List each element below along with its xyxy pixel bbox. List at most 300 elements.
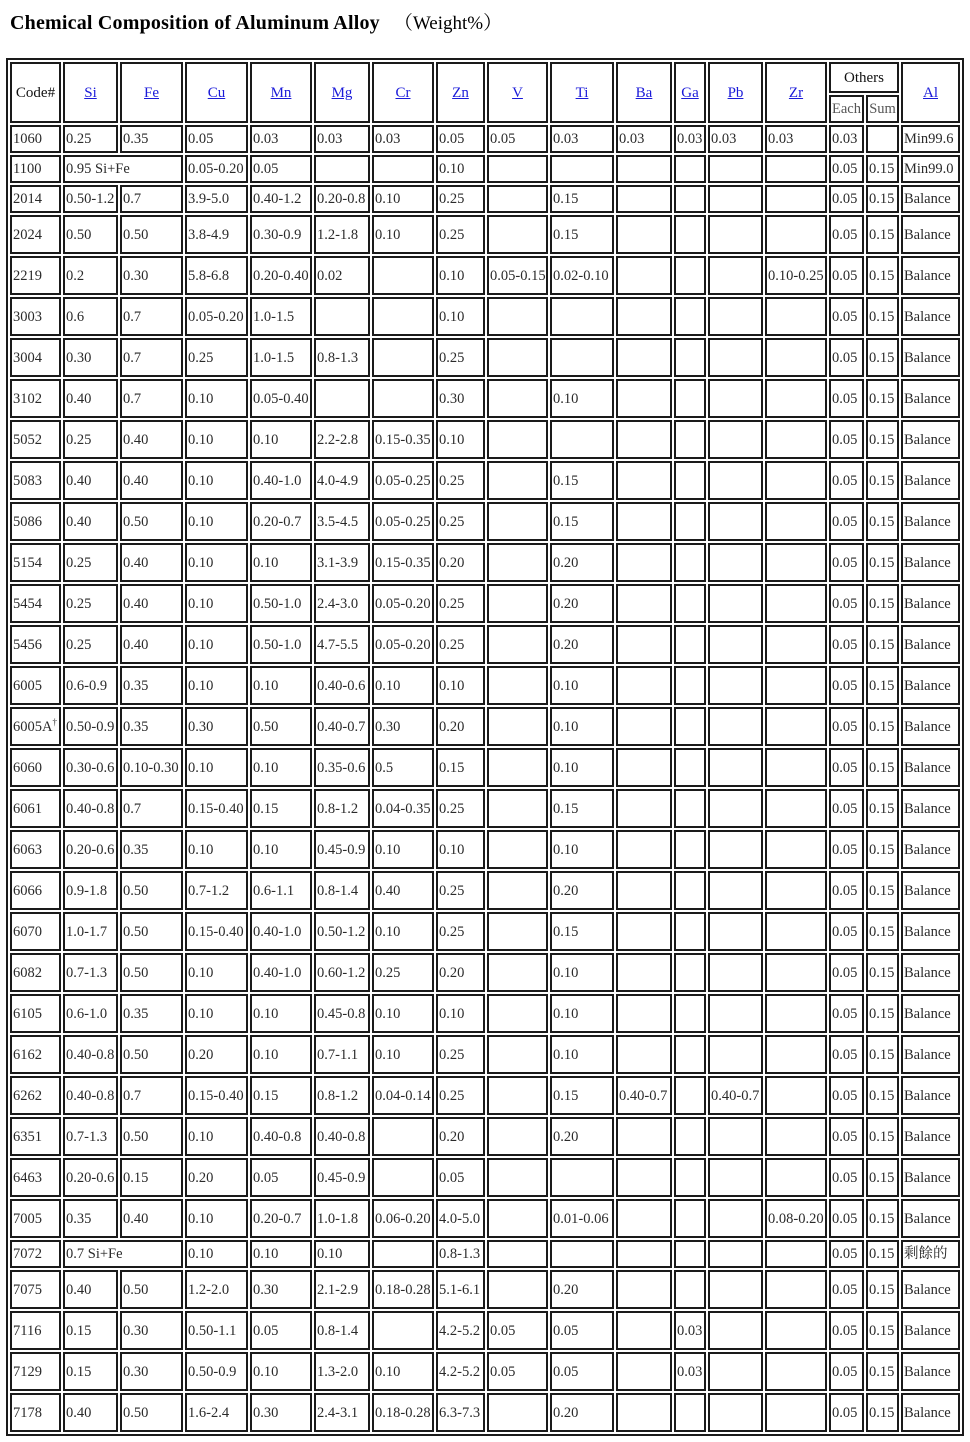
cell-ga bbox=[674, 1393, 706, 1432]
cell-zn: 0.25 bbox=[436, 215, 485, 254]
alloy-code-cell bbox=[10, 1270, 61, 1309]
cell-cr bbox=[372, 1240, 434, 1268]
cell-ga bbox=[674, 155, 706, 183]
cell-fe: 0.7 bbox=[120, 379, 183, 418]
cell-ti bbox=[550, 155, 614, 183]
cell-cu: 0.15-0.40 bbox=[185, 789, 248, 828]
cell-cr: 0.05-0.20 bbox=[372, 625, 434, 664]
cell-zn: 0.20 bbox=[436, 543, 485, 582]
cell-cr bbox=[372, 1117, 434, 1156]
cell-ga bbox=[674, 1158, 706, 1197]
cell-v bbox=[487, 871, 548, 910]
cell-v bbox=[487, 625, 548, 664]
cell-pb bbox=[708, 625, 763, 664]
cell-ti: 0.15 bbox=[550, 1076, 614, 1115]
cell-zr bbox=[765, 953, 827, 992]
page-title bbox=[10, 11, 502, 36]
cell-mg: 0.7-1.1 bbox=[314, 1035, 370, 1074]
cell-v bbox=[487, 666, 548, 705]
cell-cr: 0.04-0.14 bbox=[372, 1076, 434, 1115]
cell-zr bbox=[765, 338, 827, 377]
cell-pb bbox=[708, 379, 763, 418]
cell-zr bbox=[765, 1311, 827, 1350]
table-row bbox=[10, 748, 960, 787]
cell-zr bbox=[765, 215, 827, 254]
cell-ti: 0.20 bbox=[550, 543, 614, 582]
alloy-code-cell bbox=[10, 1158, 61, 1197]
table-row bbox=[10, 1240, 960, 1268]
cell-cr bbox=[372, 379, 434, 418]
cell-zr bbox=[765, 1393, 827, 1432]
cell-cu: 0.10 bbox=[185, 1240, 248, 1268]
cell-ba bbox=[616, 666, 672, 705]
cell-fe: 0.35 bbox=[120, 666, 183, 705]
header-link-ba[interactable]: Ba bbox=[635, 84, 653, 101]
cell-sum: 0.15 bbox=[866, 502, 899, 541]
cell-al: 剩餘的 bbox=[901, 1240, 960, 1268]
alloy-code: 5086 bbox=[13, 513, 42, 530]
cell-ga bbox=[674, 1270, 706, 1309]
alloy-code: 6262 bbox=[13, 1087, 42, 1104]
cell-ti: 0.10 bbox=[550, 748, 614, 787]
alloy-code: 6005A bbox=[13, 718, 53, 735]
cell-v bbox=[487, 338, 548, 377]
cell-sum: 0.15 bbox=[866, 1270, 899, 1309]
cell-zr bbox=[765, 1158, 827, 1197]
cell-ba: 0.40-0.7 bbox=[616, 1076, 672, 1115]
page-title-text: Chemical Composition of Aluminum Alloy bbox=[10, 12, 380, 34]
cell-v bbox=[487, 185, 548, 213]
cell-zn: 0.10 bbox=[436, 297, 485, 336]
cell-fe: 0.50 bbox=[120, 502, 183, 541]
cell-ga bbox=[674, 953, 706, 992]
cell-each: 0.05 bbox=[829, 1158, 864, 1197]
cell-zr bbox=[765, 502, 827, 541]
cell-ga: 0.03 bbox=[674, 125, 706, 153]
cell-zn: 0.25 bbox=[436, 185, 485, 213]
cell-ti: 0.20 bbox=[550, 1270, 614, 1309]
cell-each: 0.05 bbox=[829, 830, 864, 869]
alloy-code-cell bbox=[10, 953, 61, 992]
cell-mg: 0.03 bbox=[314, 125, 370, 153]
table-row bbox=[10, 666, 960, 705]
cell-cu: 0.10 bbox=[185, 502, 248, 541]
cell-ga bbox=[674, 748, 706, 787]
cell-v bbox=[487, 1270, 548, 1309]
header-cr bbox=[372, 62, 434, 123]
footnote-mark: † bbox=[52, 716, 57, 727]
alloy-code-cell bbox=[10, 1035, 61, 1074]
cell-pb bbox=[708, 256, 763, 295]
cell-cu: 0.10 bbox=[185, 666, 248, 705]
cell-al: Balance bbox=[901, 297, 960, 336]
cell-ti: 0.10 bbox=[550, 707, 614, 746]
cell-ba bbox=[616, 420, 672, 459]
cell-zn: 5.1-6.1 bbox=[436, 1270, 485, 1309]
cell-mg: 0.8-1.4 bbox=[314, 1311, 370, 1350]
cell-each: 0.05 bbox=[829, 338, 864, 377]
cell-si: 0.6-1.0 bbox=[63, 994, 118, 1033]
cell-ba bbox=[616, 1240, 672, 1268]
cell-ba bbox=[616, 379, 672, 418]
cell-mg: 0.40-0.6 bbox=[314, 666, 370, 705]
alloy-code: 7005 bbox=[13, 1210, 42, 1227]
cell-ti bbox=[550, 420, 614, 459]
cell-mn: 0.50-1.0 bbox=[250, 584, 312, 623]
cell-each: 0.05 bbox=[829, 584, 864, 623]
cell-fe: 0.50 bbox=[120, 871, 183, 910]
cell-sum: 0.15 bbox=[866, 155, 899, 183]
alloy-code-cell bbox=[10, 338, 61, 377]
cell-ti: 0.15 bbox=[550, 912, 614, 951]
cell-cr: 0.05-0.25 bbox=[372, 461, 434, 500]
cell-cr: 0.18-0.28 bbox=[372, 1270, 434, 1309]
cell-ba bbox=[616, 461, 672, 500]
cell-zr: 0.08-0.20 bbox=[765, 1199, 827, 1238]
cell-ga: 0.03 bbox=[674, 1352, 706, 1391]
cell-zr bbox=[765, 155, 827, 183]
table-row bbox=[10, 912, 960, 951]
cell-sum: 0.15 bbox=[866, 707, 899, 746]
cell-v bbox=[487, 215, 548, 254]
composition-table bbox=[6, 58, 964, 1436]
header-link-pb[interactable]: Pb bbox=[727, 84, 744, 101]
cell-al: Balance bbox=[901, 1117, 960, 1156]
header-link-mg[interactable]: Mg bbox=[331, 84, 353, 101]
cell-ti: 0.05 bbox=[550, 1311, 614, 1350]
cell-ti: 0.10 bbox=[550, 830, 614, 869]
cell-al: Balance bbox=[901, 379, 960, 418]
cell-sum: 0.15 bbox=[866, 461, 899, 500]
cell-zr bbox=[765, 748, 827, 787]
cell-sum: 0.15 bbox=[866, 748, 899, 787]
cell-ga bbox=[674, 297, 706, 336]
cell-zr: 0.03 bbox=[765, 125, 827, 153]
cell-ga bbox=[674, 1035, 706, 1074]
cell-pb: 0.40-0.7 bbox=[708, 1076, 763, 1115]
cell-al: Balance bbox=[901, 1311, 960, 1350]
alloy-code: 7072 bbox=[13, 1246, 42, 1262]
cell-mn: 0.30 bbox=[250, 1270, 312, 1309]
cell-mn: 0.6-1.1 bbox=[250, 871, 312, 910]
cell-mg: 0.8-1.2 bbox=[314, 1076, 370, 1115]
cell-ba bbox=[616, 953, 672, 992]
cell-zn: 0.20 bbox=[436, 1117, 485, 1156]
cell-zn: 0.05 bbox=[436, 125, 485, 153]
cell-fe: 0.35 bbox=[120, 125, 183, 153]
table-row bbox=[10, 1352, 960, 1391]
cell-cr bbox=[372, 338, 434, 377]
cell-cu: 0.10 bbox=[185, 625, 248, 664]
cell-al: Balance bbox=[901, 1352, 960, 1391]
cell-cr bbox=[372, 297, 434, 336]
cell-sum: 0.15 bbox=[866, 584, 899, 623]
cell-ga bbox=[674, 912, 706, 951]
cell-fe: 0.35 bbox=[120, 830, 183, 869]
cell-ba bbox=[616, 994, 672, 1033]
header-link-cu[interactable]: Cu bbox=[207, 84, 226, 101]
cell-mn: 0.05 bbox=[250, 1158, 312, 1197]
alloy-code-cell bbox=[10, 830, 61, 869]
cell-each: 0.05 bbox=[829, 185, 864, 213]
cell-zn: 4.2-5.2 bbox=[436, 1352, 485, 1391]
cell-zn: 0.25 bbox=[436, 912, 485, 951]
alloy-code-cell bbox=[10, 1117, 61, 1156]
cell-al: Balance bbox=[901, 748, 960, 787]
cell-mg: 0.10 bbox=[314, 1240, 370, 1268]
cell-zr bbox=[765, 830, 827, 869]
header-si bbox=[63, 62, 118, 123]
cell-pb bbox=[708, 1158, 763, 1197]
cell-si: 0.25 bbox=[63, 625, 118, 664]
cell-ga bbox=[674, 789, 706, 828]
cell-si: 0.25 bbox=[63, 125, 118, 153]
cell-pb bbox=[708, 1199, 763, 1238]
cell-each: 0.05 bbox=[829, 953, 864, 992]
cell-ba bbox=[616, 297, 672, 336]
cell-al: Balance bbox=[901, 256, 960, 295]
cell-si: 0.40 bbox=[63, 1270, 118, 1309]
cell-pb bbox=[708, 1270, 763, 1309]
cell-cu: 3.8-4.9 bbox=[185, 215, 248, 254]
cell-sum: 0.15 bbox=[866, 1311, 899, 1350]
header-link-ga[interactable]: Ga bbox=[681, 84, 699, 101]
cell-v bbox=[487, 461, 548, 500]
cell-pb bbox=[708, 338, 763, 377]
cell-ba bbox=[616, 748, 672, 787]
cell-cu: 0.10 bbox=[185, 1199, 248, 1238]
header-ti bbox=[550, 62, 614, 123]
cell-v bbox=[487, 994, 548, 1033]
cell-mn: 0.10 bbox=[250, 1035, 312, 1074]
header-link-v[interactable]: V bbox=[512, 84, 523, 101]
cell-ba bbox=[616, 215, 672, 254]
table-row bbox=[10, 1393, 960, 1432]
cell-mn: 0.30 bbox=[250, 1393, 312, 1432]
cell-fe: 0.40 bbox=[120, 543, 183, 582]
cell-ba bbox=[616, 912, 672, 951]
cell-cu: 0.15-0.40 bbox=[185, 912, 248, 951]
header-link-zn[interactable]: Zn bbox=[452, 84, 469, 101]
cell-cu: 0.10 bbox=[185, 543, 248, 582]
cell-zn: 0.10 bbox=[436, 420, 485, 459]
header-link-ti[interactable]: Ti bbox=[575, 84, 589, 101]
cell-each: 0.05 bbox=[829, 155, 864, 183]
table-row bbox=[10, 543, 960, 582]
cell-fe: 0.50 bbox=[120, 1393, 183, 1432]
header-link-zr[interactable]: Zr bbox=[788, 84, 804, 101]
cell-cr: 0.10 bbox=[372, 1035, 434, 1074]
cell-ba bbox=[616, 1270, 672, 1309]
header-zn bbox=[436, 62, 485, 123]
cell-each: 0.05 bbox=[829, 1240, 864, 1268]
cell-pb bbox=[708, 1117, 763, 1156]
table-row bbox=[10, 461, 960, 500]
cell-mn: 0.40-0.8 bbox=[250, 1117, 312, 1156]
cell-zr bbox=[765, 994, 827, 1033]
cell-zr bbox=[765, 871, 827, 910]
cell-fe: 0.7 bbox=[120, 789, 183, 828]
alloy-code-cell bbox=[10, 215, 61, 254]
cell-cr: 0.03 bbox=[372, 125, 434, 153]
cell-al: Balance bbox=[901, 625, 960, 664]
cell-ti: 0.10 bbox=[550, 379, 614, 418]
table-row bbox=[10, 420, 960, 459]
cell-cu: 0.05-0.20 bbox=[185, 155, 248, 183]
cell-mg: 2.2-2.8 bbox=[314, 420, 370, 459]
cell-pb bbox=[708, 789, 763, 828]
cell-each: 0.05 bbox=[829, 789, 864, 828]
cell-sum: 0.15 bbox=[866, 420, 899, 459]
cell-zn: 0.05 bbox=[436, 1158, 485, 1197]
cell-sum: 0.15 bbox=[866, 1076, 899, 1115]
header-ba bbox=[616, 62, 672, 123]
cell-cr: 0.5 bbox=[372, 748, 434, 787]
cell-mg: 0.40-0.7 bbox=[314, 707, 370, 746]
cell-mg: 2.4-3.0 bbox=[314, 584, 370, 623]
cell-zn: 4.2-5.2 bbox=[436, 1311, 485, 1350]
alloy-code: 7116 bbox=[13, 1322, 42, 1339]
cell-v bbox=[487, 420, 548, 459]
cell-zr bbox=[765, 297, 827, 336]
cell-cr: 0.25 bbox=[372, 953, 434, 992]
cell-al: Balance bbox=[901, 666, 960, 705]
cell-v: 0.05 bbox=[487, 125, 548, 153]
cell-each: 0.05 bbox=[829, 1352, 864, 1391]
cell-fe: 0.15 bbox=[120, 1158, 183, 1197]
cell-al: Balance bbox=[901, 912, 960, 951]
cell-each: 0.05 bbox=[829, 1035, 864, 1074]
cell-ti: 0.10 bbox=[550, 666, 614, 705]
cell-cr: 0.10 bbox=[372, 994, 434, 1033]
cell-pb bbox=[708, 994, 763, 1033]
cell-mn: 0.10 bbox=[250, 748, 312, 787]
header-others-each: Each bbox=[829, 95, 864, 123]
cell-al: Balance bbox=[901, 502, 960, 541]
cell-mg: 1.3-2.0 bbox=[314, 1352, 370, 1391]
header-zr bbox=[765, 62, 827, 123]
table-row bbox=[10, 125, 960, 153]
cell-pb bbox=[708, 953, 763, 992]
cell-pb bbox=[708, 215, 763, 254]
cell-cu: 0.30 bbox=[185, 707, 248, 746]
cell-mg: 0.45-0.9 bbox=[314, 1158, 370, 1197]
cell-ga bbox=[674, 871, 706, 910]
alloy-code-cell bbox=[10, 420, 61, 459]
cell-sum: 0.15 bbox=[866, 1035, 899, 1074]
cell-ga bbox=[674, 215, 706, 254]
cell-mn: 0.10 bbox=[250, 994, 312, 1033]
cell-si: 0.40-0.8 bbox=[63, 1076, 118, 1115]
cell-cu: 0.10 bbox=[185, 584, 248, 623]
cell-pb bbox=[708, 155, 763, 183]
table-row bbox=[10, 584, 960, 623]
alloy-code-cell bbox=[10, 185, 61, 213]
cell-al: Balance bbox=[901, 871, 960, 910]
cell-mn: 0.15 bbox=[250, 789, 312, 828]
cell-v bbox=[487, 584, 548, 623]
header-link-mn[interactable]: Mn bbox=[270, 84, 292, 101]
cell-mg: 0.8-1.4 bbox=[314, 871, 370, 910]
cell-cu: 0.20 bbox=[185, 1158, 248, 1197]
cell-zn: 0.25 bbox=[436, 625, 485, 664]
cell-mn: 0.10 bbox=[250, 666, 312, 705]
header-link-fe[interactable]: Fe bbox=[144, 84, 159, 101]
header-link-al[interactable]: Al bbox=[923, 84, 938, 101]
cell-sum: 0.15 bbox=[866, 789, 899, 828]
table-row bbox=[10, 155, 960, 183]
cell-fe: 0.40 bbox=[120, 1199, 183, 1238]
cell-ga bbox=[674, 1240, 706, 1268]
cell-cr: 0.15-0.35 bbox=[372, 420, 434, 459]
cell-ga bbox=[674, 707, 706, 746]
cell-ti bbox=[550, 1158, 614, 1197]
cell-each: 0.05 bbox=[829, 256, 864, 295]
cell-cu: 0.50-1.1 bbox=[185, 1311, 248, 1350]
cell-mn: 0.10 bbox=[250, 420, 312, 459]
cell-mn: 1.0-1.5 bbox=[250, 297, 312, 336]
header-link-cr[interactable]: Cr bbox=[395, 84, 411, 101]
cell-mn: 0.05 bbox=[250, 1311, 312, 1350]
cell-ti: 0.05 bbox=[550, 1352, 614, 1391]
header-link-si[interactable]: Si bbox=[84, 84, 97, 101]
alloy-code-cell bbox=[10, 994, 61, 1033]
cell-ti: 0.01-0.06 bbox=[550, 1199, 614, 1238]
cell-pb bbox=[708, 1035, 763, 1074]
alloy-code: 6061 bbox=[13, 800, 42, 817]
cell-fe: 0.10-0.30 bbox=[120, 748, 183, 787]
cell-fe: 0.40 bbox=[120, 584, 183, 623]
cell-fe: 0.7 bbox=[120, 1076, 183, 1115]
alloy-code: 5456 bbox=[13, 636, 42, 653]
cell-al: Min99.6 bbox=[901, 125, 960, 153]
cell-mn: 0.10 bbox=[250, 543, 312, 582]
cell-si: 0.50-1.2 bbox=[63, 185, 118, 213]
cell-each: 0.05 bbox=[829, 502, 864, 541]
cell-zn: 0.25 bbox=[436, 502, 485, 541]
cell-sum: 0.15 bbox=[866, 994, 899, 1033]
cell-sum: 0.15 bbox=[866, 666, 899, 705]
cell-v bbox=[487, 1035, 548, 1074]
cell-ga bbox=[674, 830, 706, 869]
cell-zn: 0.10 bbox=[436, 994, 485, 1033]
table-row bbox=[10, 1117, 960, 1156]
cell-cu: 0.10 bbox=[185, 1117, 248, 1156]
cell-mg: 0.02 bbox=[314, 256, 370, 295]
cell-sum: 0.15 bbox=[866, 1117, 899, 1156]
cell-zn: 0.25 bbox=[436, 1035, 485, 1074]
table-row bbox=[10, 994, 960, 1033]
cell-ga bbox=[674, 461, 706, 500]
cell-al: Balance bbox=[901, 420, 960, 459]
cell-cr bbox=[372, 1311, 434, 1350]
alloy-code-cell bbox=[10, 1311, 61, 1350]
header-row bbox=[10, 62, 960, 93]
cell-v: 0.05 bbox=[487, 1311, 548, 1350]
cell-pb bbox=[708, 185, 763, 213]
alloy-code: 7129 bbox=[13, 1363, 42, 1380]
cell-sum: 0.15 bbox=[866, 256, 899, 295]
cell-v bbox=[487, 155, 548, 183]
cell-pb bbox=[708, 666, 763, 705]
cell-cr: 0.04-0.35 bbox=[372, 789, 434, 828]
cell-each: 0.05 bbox=[829, 994, 864, 1033]
cell-each: 0.05 bbox=[829, 1311, 864, 1350]
alloy-code: 6162 bbox=[13, 1046, 42, 1063]
cell-cu: 0.7-1.2 bbox=[185, 871, 248, 910]
alloy-code: 5052 bbox=[13, 431, 42, 448]
alloy-code-cell bbox=[10, 379, 61, 418]
